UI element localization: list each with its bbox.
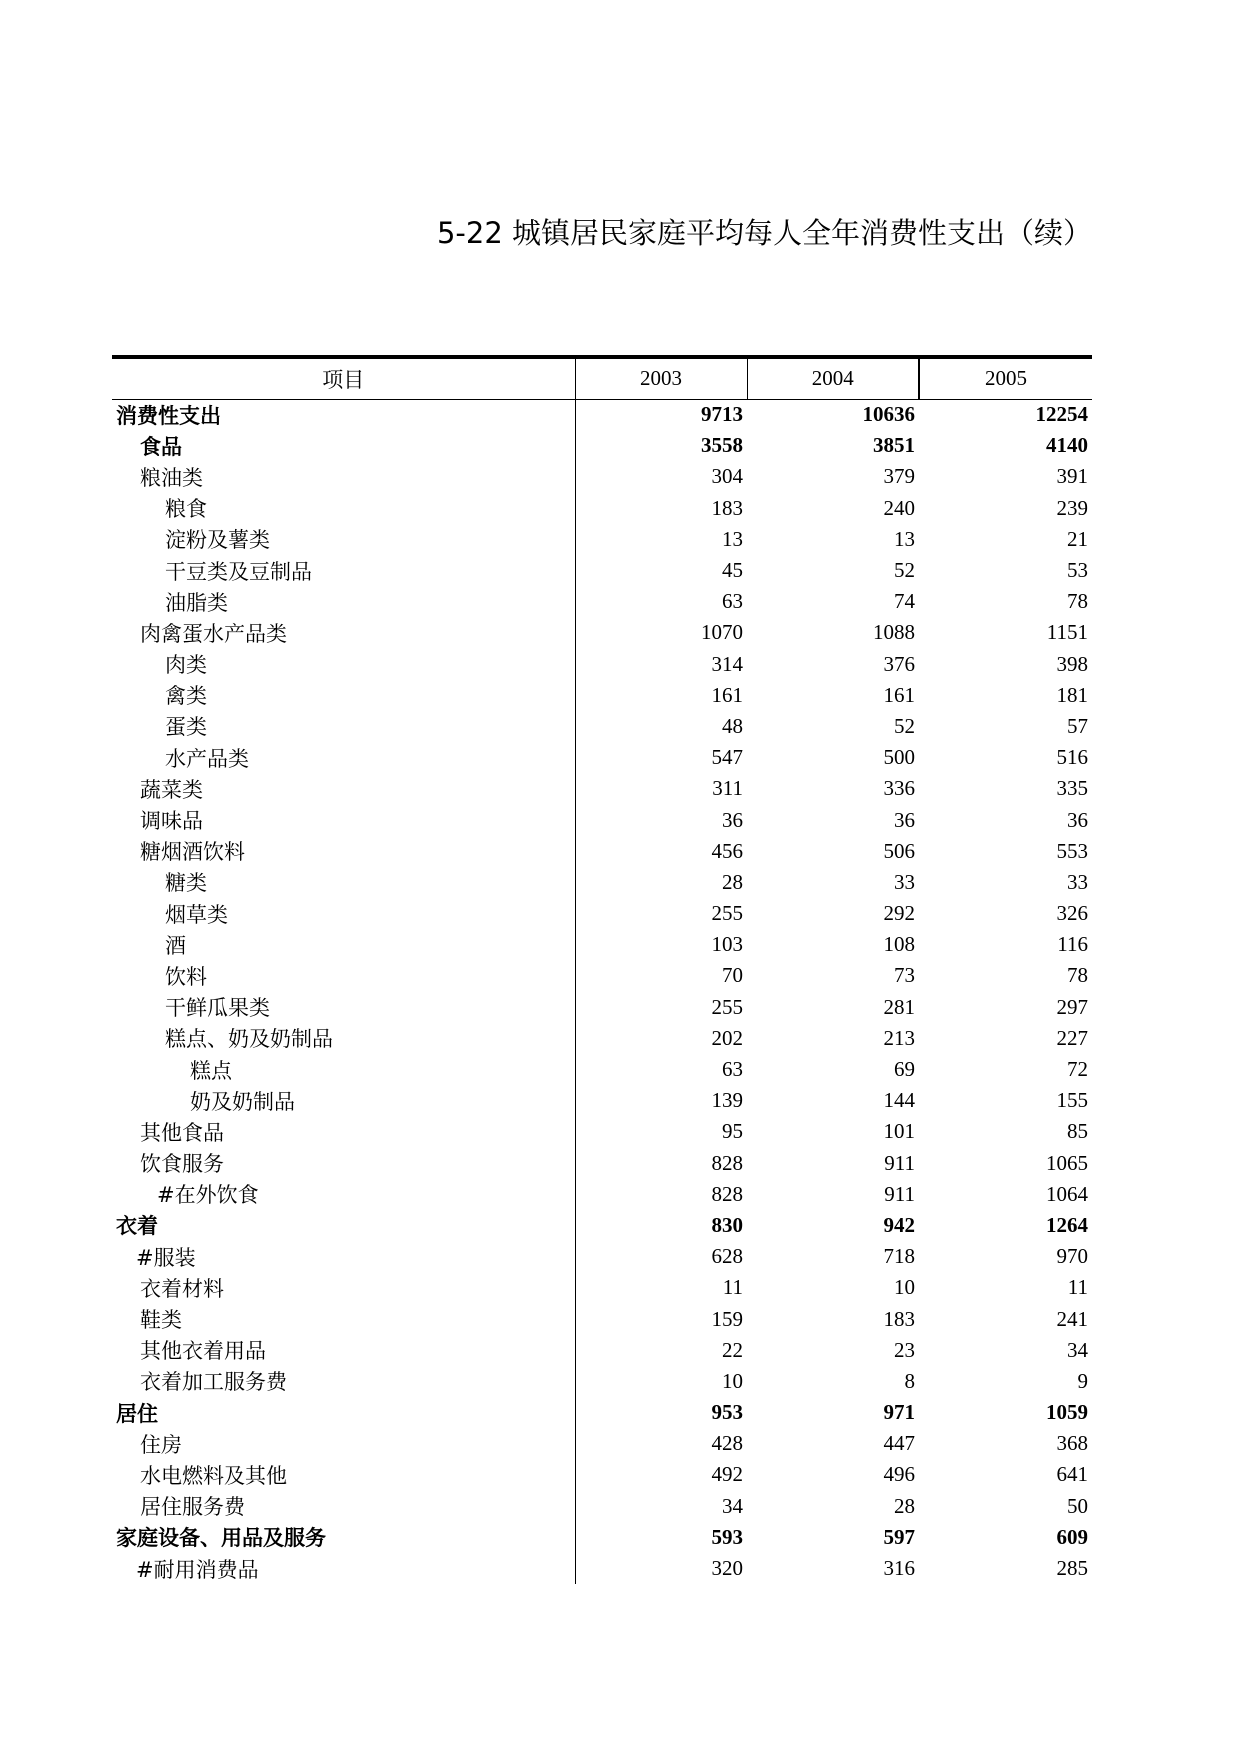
cell-2005: 4140	[1046, 433, 1088, 458]
table-row	[112, 742, 1092, 773]
cell-2004: 8	[904, 1368, 915, 1393]
cell-2003: 456	[711, 838, 743, 863]
table-row	[112, 1303, 1092, 1334]
row-label: 酒	[112, 929, 575, 960]
cell-2003: 28	[722, 869, 743, 894]
row-label: 水产品类	[112, 742, 575, 773]
cell-2004: 1088	[873, 620, 915, 645]
cell-2004: 108	[883, 932, 915, 957]
cell-2004: 379	[883, 464, 915, 489]
cell-2003: 320	[711, 1556, 743, 1581]
cell-2004: 69	[894, 1057, 915, 1082]
cell-2003: 95	[722, 1119, 743, 1144]
row-label: #耐用消费品	[112, 1553, 575, 1584]
table-row	[112, 1397, 1092, 1428]
row-label: 粮食	[112, 493, 575, 524]
cell-2005: 227	[1056, 1025, 1088, 1050]
row-label: 饮料	[112, 960, 575, 991]
cell-2004: 10636	[862, 402, 915, 427]
table-body	[112, 399, 1092, 1584]
cell-2005: 326	[1056, 901, 1088, 926]
table-row	[112, 461, 1092, 492]
table-row	[112, 1335, 1092, 1366]
cell-2005: 609	[1056, 1524, 1088, 1549]
row-label: 其他食品	[112, 1116, 575, 1147]
cell-2004: 10	[894, 1275, 915, 1300]
cell-2003: 70	[722, 963, 743, 988]
header-year-2003: 2003	[575, 357, 747, 399]
table-row	[112, 898, 1092, 929]
row-label: 消费性支出	[112, 399, 575, 430]
table-row	[112, 992, 1092, 1023]
table-row	[112, 1522, 1092, 1553]
row-label: 奶及奶制品	[112, 1085, 575, 1116]
row-label: 居住	[112, 1397, 575, 1428]
table-row	[112, 524, 1092, 555]
cell-2004: 161	[883, 682, 915, 707]
cell-2003: 9713	[701, 402, 743, 427]
cell-2005: 85	[1067, 1119, 1088, 1144]
table-row	[112, 1148, 1092, 1179]
row-label: 干鲜瓜果类	[112, 992, 575, 1023]
cell-2005: 33	[1067, 869, 1088, 894]
cell-2005: 34	[1067, 1337, 1088, 1362]
cell-2003: 311	[712, 776, 743, 801]
row-label: 鞋类	[112, 1303, 575, 1334]
cell-2005: 1059	[1046, 1400, 1088, 1425]
cell-2003: 830	[711, 1212, 743, 1237]
cell-2003: 159	[711, 1306, 743, 1331]
table-row	[112, 1428, 1092, 1459]
cell-2004: 911	[884, 1150, 915, 1175]
cell-2004: 911	[884, 1181, 915, 1206]
cell-2005: 641	[1056, 1462, 1088, 1487]
cell-2003: 628	[711, 1244, 743, 1269]
table-row	[112, 804, 1092, 835]
cell-2005: 78	[1067, 963, 1088, 988]
table-row	[112, 1116, 1092, 1147]
cell-2004: 144	[883, 1088, 915, 1113]
cell-2004: 52	[894, 713, 915, 738]
cell-2004: 718	[883, 1244, 915, 1269]
row-label: 食品	[112, 430, 575, 461]
cell-2003: 63	[722, 589, 743, 614]
cell-2003: 139	[711, 1088, 743, 1113]
row-label: 调味品	[112, 804, 575, 835]
cell-2003: 492	[711, 1462, 743, 1487]
header-year-2005: 2005	[919, 357, 1092, 399]
cell-2005: 21	[1067, 526, 1088, 551]
cell-2003: 10	[722, 1368, 743, 1393]
table-row	[112, 711, 1092, 742]
cell-2003: 11	[722, 1275, 743, 1300]
cell-2004: 213	[883, 1025, 915, 1050]
cell-2003: 103	[711, 932, 743, 957]
cell-2004: 336	[883, 776, 915, 801]
table-row	[112, 1179, 1092, 1210]
cell-2003: 34	[722, 1493, 743, 1518]
header-row	[112, 357, 1092, 399]
cell-2004: 23	[894, 1337, 915, 1362]
cell-2003: 304	[711, 464, 743, 489]
row-label: #在外饮食	[112, 1179, 575, 1210]
table-row	[112, 1272, 1092, 1303]
cell-2005: 9	[1077, 1368, 1088, 1393]
table-row	[112, 617, 1092, 648]
table-row	[112, 649, 1092, 680]
row-label: 衣着材料	[112, 1272, 575, 1303]
cell-2005: 12254	[1035, 402, 1088, 427]
table-row	[112, 867, 1092, 898]
table-row	[112, 1553, 1092, 1584]
table-row	[112, 493, 1092, 524]
row-label: 烟草类	[112, 898, 575, 929]
row-label: 干豆类及豆制品	[112, 555, 575, 586]
cell-2005: 1065	[1046, 1150, 1088, 1175]
page-title: 5-22 城镇居民家庭平均每人全年消费性支出（续）	[436, 216, 1092, 250]
cell-2003: 828	[711, 1150, 743, 1175]
cell-2005: 391	[1056, 464, 1088, 489]
row-label: 居住服务费	[112, 1491, 575, 1522]
cell-2005: 11	[1067, 1275, 1088, 1300]
row-label: 住房	[112, 1428, 575, 1459]
table-row	[112, 680, 1092, 711]
cell-2004: 74	[894, 589, 915, 614]
header-item: 项目	[112, 357, 575, 399]
table-row	[112, 1210, 1092, 1241]
cell-2005: 1264	[1046, 1212, 1088, 1237]
row-label: 糖类	[112, 867, 575, 898]
cell-2003: 183	[711, 495, 743, 520]
cell-2004: 506	[883, 838, 915, 863]
cell-2003: 428	[711, 1431, 743, 1456]
cell-2004: 447	[883, 1431, 915, 1456]
table-header	[112, 357, 1092, 399]
cell-2003: 3558	[701, 433, 743, 458]
cell-2004: 376	[883, 651, 915, 676]
cell-2005: 970	[1056, 1244, 1088, 1269]
row-label: 饮食服务	[112, 1148, 575, 1179]
table-row	[112, 586, 1092, 617]
cell-2003: 953	[711, 1400, 743, 1425]
row-label: 水电燃料及其他	[112, 1459, 575, 1490]
cell-2003: 547	[711, 745, 743, 770]
table-row	[112, 399, 1092, 430]
table-row	[112, 1366, 1092, 1397]
table-row	[112, 1054, 1092, 1085]
cell-2003: 45	[722, 558, 743, 583]
table-row	[112, 555, 1092, 586]
cell-2005: 72	[1067, 1057, 1088, 1082]
row-label: #服装	[112, 1241, 575, 1272]
header-year-2004: 2004	[747, 357, 919, 399]
cell-2004: 942	[883, 1212, 915, 1237]
row-label: 家庭设备、用品及服务	[112, 1522, 575, 1553]
cell-2005: 297	[1056, 994, 1088, 1019]
table-row	[112, 960, 1092, 991]
cell-2005: 155	[1056, 1088, 1088, 1113]
row-label: 衣着加工服务费	[112, 1366, 575, 1397]
cell-2004: 183	[883, 1306, 915, 1331]
row-label: 糖烟酒饮料	[112, 836, 575, 867]
cell-2005: 368	[1056, 1431, 1088, 1456]
cell-2005: 36	[1067, 807, 1088, 832]
cell-2003: 593	[711, 1524, 743, 1549]
table-row	[112, 1459, 1092, 1490]
cell-2005: 53	[1067, 558, 1088, 583]
cell-2005: 553	[1056, 838, 1088, 863]
cell-2005: 398	[1056, 651, 1088, 676]
cell-2003: 828	[711, 1181, 743, 1206]
cell-2005: 516	[1056, 745, 1088, 770]
cell-2004: 33	[894, 869, 915, 894]
cell-2004: 73	[894, 963, 915, 988]
cell-2003: 161	[711, 682, 743, 707]
cell-2004: 13	[894, 526, 915, 551]
row-label: 蛋类	[112, 711, 575, 742]
cell-2004: 281	[883, 994, 915, 1019]
table-row	[112, 773, 1092, 804]
expenditure-table	[112, 355, 1092, 1584]
cell-2005: 335	[1056, 776, 1088, 801]
cell-2004: 52	[894, 558, 915, 583]
table-row	[112, 1023, 1092, 1054]
cell-2004: 292	[883, 901, 915, 926]
cell-2004: 971	[883, 1400, 915, 1425]
row-label: 其他衣着用品	[112, 1335, 575, 1366]
cell-2004: 36	[894, 807, 915, 832]
cell-2005: 239	[1056, 495, 1088, 520]
table-row	[112, 1491, 1092, 1522]
cell-2005: 116	[1057, 932, 1088, 957]
cell-2003: 1070	[701, 620, 743, 645]
row-label: 衣着	[112, 1210, 575, 1241]
cell-2004: 3851	[873, 433, 915, 458]
cell-2005: 241	[1056, 1306, 1088, 1331]
cell-2004: 597	[883, 1524, 915, 1549]
cell-2004: 240	[883, 495, 915, 520]
cell-2004: 316	[883, 1556, 915, 1581]
cell-2005: 181	[1056, 682, 1088, 707]
cell-2003: 255	[711, 901, 743, 926]
cell-2003: 63	[722, 1057, 743, 1082]
row-label: 淀粉及薯类	[112, 524, 575, 555]
cell-2003: 13	[722, 526, 743, 551]
row-label: 油脂类	[112, 586, 575, 617]
cell-2003: 48	[722, 713, 743, 738]
row-label: 肉禽蛋水产品类	[112, 617, 575, 648]
cell-2004: 500	[883, 745, 915, 770]
cell-2004: 28	[894, 1493, 915, 1518]
row-label: 糕点	[112, 1054, 575, 1085]
table-row	[112, 430, 1092, 461]
cell-2004: 496	[883, 1462, 915, 1487]
cell-2005: 57	[1067, 713, 1088, 738]
cell-2005: 1064	[1046, 1181, 1088, 1206]
cell-2005: 1151	[1046, 620, 1088, 645]
cell-2003: 36	[722, 807, 743, 832]
table-row	[112, 836, 1092, 867]
row-label: 蔬菜类	[112, 773, 575, 804]
table-row	[112, 929, 1092, 960]
cell-2005: 78	[1067, 589, 1088, 614]
table-row	[112, 1085, 1092, 1116]
row-label: 粮油类	[112, 461, 575, 492]
row-label: 禽类	[112, 680, 575, 711]
cell-2003: 22	[722, 1337, 743, 1362]
cell-2003: 314	[711, 651, 743, 676]
row-label: 糕点、奶及奶制品	[112, 1023, 575, 1054]
row-label: 肉类	[112, 649, 575, 680]
cell-2005: 285	[1056, 1556, 1088, 1581]
cell-2003: 202	[711, 1025, 743, 1050]
cell-2004: 101	[883, 1119, 915, 1144]
table-row	[112, 1241, 1092, 1272]
cell-2003: 255	[711, 994, 743, 1019]
cell-2005: 50	[1067, 1493, 1088, 1518]
